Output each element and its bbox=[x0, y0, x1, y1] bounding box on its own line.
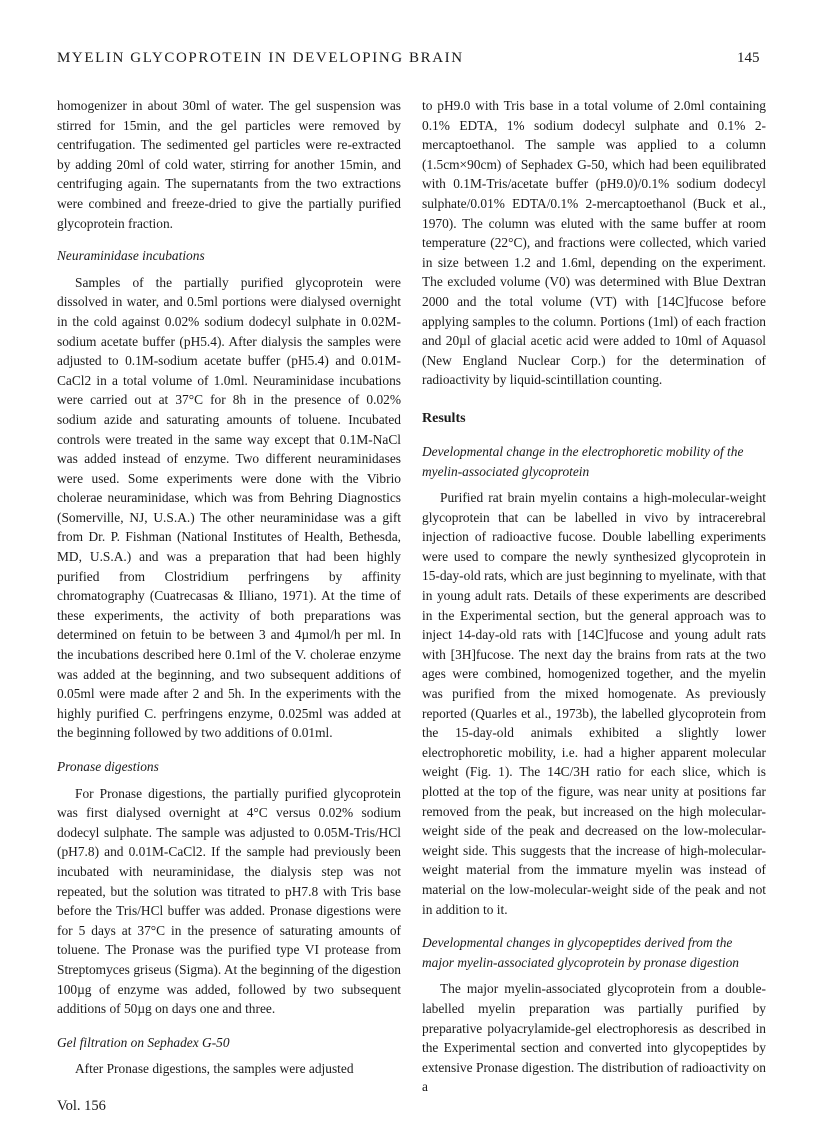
heading-pronase-digestions: Pronase digestions bbox=[57, 759, 159, 774]
heading-neuraminidase-incubations: Neuraminidase incubations bbox=[57, 248, 205, 264]
right-column bbox=[422, 96, 766, 1097]
volume-footer: Vol. 156 bbox=[57, 1098, 106, 1114]
heading-gel-filtration: Gel filtration on Sephadex G-50 bbox=[57, 1034, 230, 1050]
page-number: 145 bbox=[737, 50, 760, 66]
paragraph-gel-filtration: After Pronase digestions, the samples were adjusted bbox=[75, 1061, 354, 1077]
paragraph-pronase: For Pronase digestions, the partially purified glycoprotein was first dialysed overnight at 4°C versus 0.02% sodium dodecyl sulphate. The sample was adjusted to 0.05M-Tris/HCl (pH7.8) and 0.01M-CaCl2. If the sample had previously been incubated with neuraminidase, the dialysis step was not repeated, but the solution was titrated to pH7.8 with Tris base before the Tris/HCl buffer was added. Pronase digestions were for 5 days at 37°C in the presence of saturating amounts of toluene. The Pronase was the purified type VI protease from Streptomyces griseus (Sigma). At the beginning of the digestion 100µg of enzyme was added, followed by two subsequent additions of 50µg on days one and three. bbox=[57, 785, 401, 1017]
heading-glycopeptides: Developmental changes in glycopeptides derived from the major myelin-associated glycoprotein by pronase digestion bbox=[422, 935, 739, 970]
heading-results: Results bbox=[422, 410, 466, 426]
running-title: MYELIN GLYCOPROTEIN IN DEVELOPING BRAIN bbox=[57, 50, 464, 66]
paragraph-glycopeptides: The major myelin-associated glycoprotein from a double-labelled myelin preparation was partially purified by preparative polyacrylamide-gel electrophoresis as described in the Experimental section and converted into glycopeptides by extensive Pronase digestion. The distribution of radioactivity on a bbox=[422, 981, 766, 1095]
left-column bbox=[57, 96, 401, 1079]
heading-electrophoretic-mobility: Developmental change in the electrophoretic mobility of the myelin-associated glycoprotein bbox=[422, 443, 744, 479]
paragraph-gel-filtration-continued: to pH9.0 with Tris base in a total volume of 2.0ml containing 0.1% EDTA, 1% sodium dodecyl sulphate and 0.1% 2-mercaptoethanol. The sample was applied to a column (1.5cm×90cm) of Sephadex G-50, which had been equilibrated with 0.1M-Tris/acetate buffer (pH9.0)/0.1% sodium dodecyl sulphate/0.01% EDTA/0.1% 2-mercaptoethanol (Buck et al., 1970). The column was eluted with the same buffer at room temperature (22°C), and fractions were collected, which varied in size between 1.2 and 1.6ml, depending on the experiment. The excluded volume (V0) was determined with Blue Dextran 2000 and the total volume (VT) with [14C]fucose before applying samples to the column. Portions (1ml) of each fraction and 20µl of glacial acetic acid were added to 10ml of Aquasol (New England Nuclear Corp.) for the determination of radioactivity by liquid-scintillation counting. bbox=[422, 98, 766, 388]
paragraph-electrophoretic-mobility: Purified rat brain myelin contains a high-molecular-weight glycoprotein that can be labelled in vivo by intracerebral injection of radioactive fucose. Double labelling experiments were used to compare the newly synthesized glycoprotein in 15-day-old rats, which are just beginning to myelinate, with that in young adult rats. Details of these experiments are described in the Experimental section, but the general approach was to inject 14-day-old rats with [14C]fucose and young adult rats with [3H]fucose. The next day the brains from rats at the two ages were combined, homogenized together, and the myelin was purified from the mixed homogenate. As previously reported (Quarles et al., 1973b), the labelled glycoprotein from the 15-day-old animals exhibited a slightly lower electrophoretic mobility, i.e. had a higher apparent molecular weight (Fig. 1). The 14C/3H ratio for each slice, which is plotted at the top of the figure, was near unity at positions far removed from the peak, but increased on the high molecular-weight side of the peak and decreased on the low-molecular-weight side. This suggests that the increase of high-molecular-weight material from the immature myelin was instead of material on the low-molecular-weight side of the peak and not in addition to it. bbox=[422, 490, 766, 917]
paragraph-intro: homogenizer in about 30ml of water. The gel suspension was stirred for 15min, and the gel particles were removed by centrifugation. The sedimented gel particles were re-extracted by adding 20ml of cold water, stirring for another 15min, and centrifuging again. The supernatants from the two extractions were combined and freeze-dried to give the partially purified glycoprotein fraction. bbox=[57, 98, 401, 231]
paragraph-neuraminidase: Samples of the partially purified glycoprotein were dissolved in water, and 0.5ml portions were dialysed overnight in the cold against 0.02% sodium dodecyl sulphate in 0.02M-sodium acetate buffer (pH5.4). After dialysis the samples were adjusted to 0.1M-sodium acetate buffer (pH5.4) and 0.01M-CaCl2 in a total volume of 1.0ml. Neuraminidase incubations were carried out at 37°C for 8h in the presence of 0.02% sodium azide and saturating amounts of toluene. Incubated controls were treated in the same way except that 0.1M-NaCl was added instead of enzyme. Two different neuraminidases were used. Some experiments were done with the Vibrio cholerae neuraminidase, which was from Behring Diagnostics (Somerville, NJ, U.S.A.) The other neuraminidase was a gift from Dr. P. Fishman (National Institutes of Health, Bethesda, MD, U.S.A.) and was a preparation that had been highly purified from Clostridium perfringens by affinity chromatography (Cuatrecasas & Illiano, 1971). At the time of these experiments, the activity of both preparations was determined on fetuin to be between 3 and 4µmol/h per ml. In the incubations described here 0.1ml of the V. cholerae enzyme was added at the beginning, and two subsequent additions of 0.05ml were made after 2 and 5h. In the experiments with the highly purified C. perfringens enzyme, 0.025ml was added at the beginning followed by two additions of 0.01ml. bbox=[57, 274, 401, 741]
